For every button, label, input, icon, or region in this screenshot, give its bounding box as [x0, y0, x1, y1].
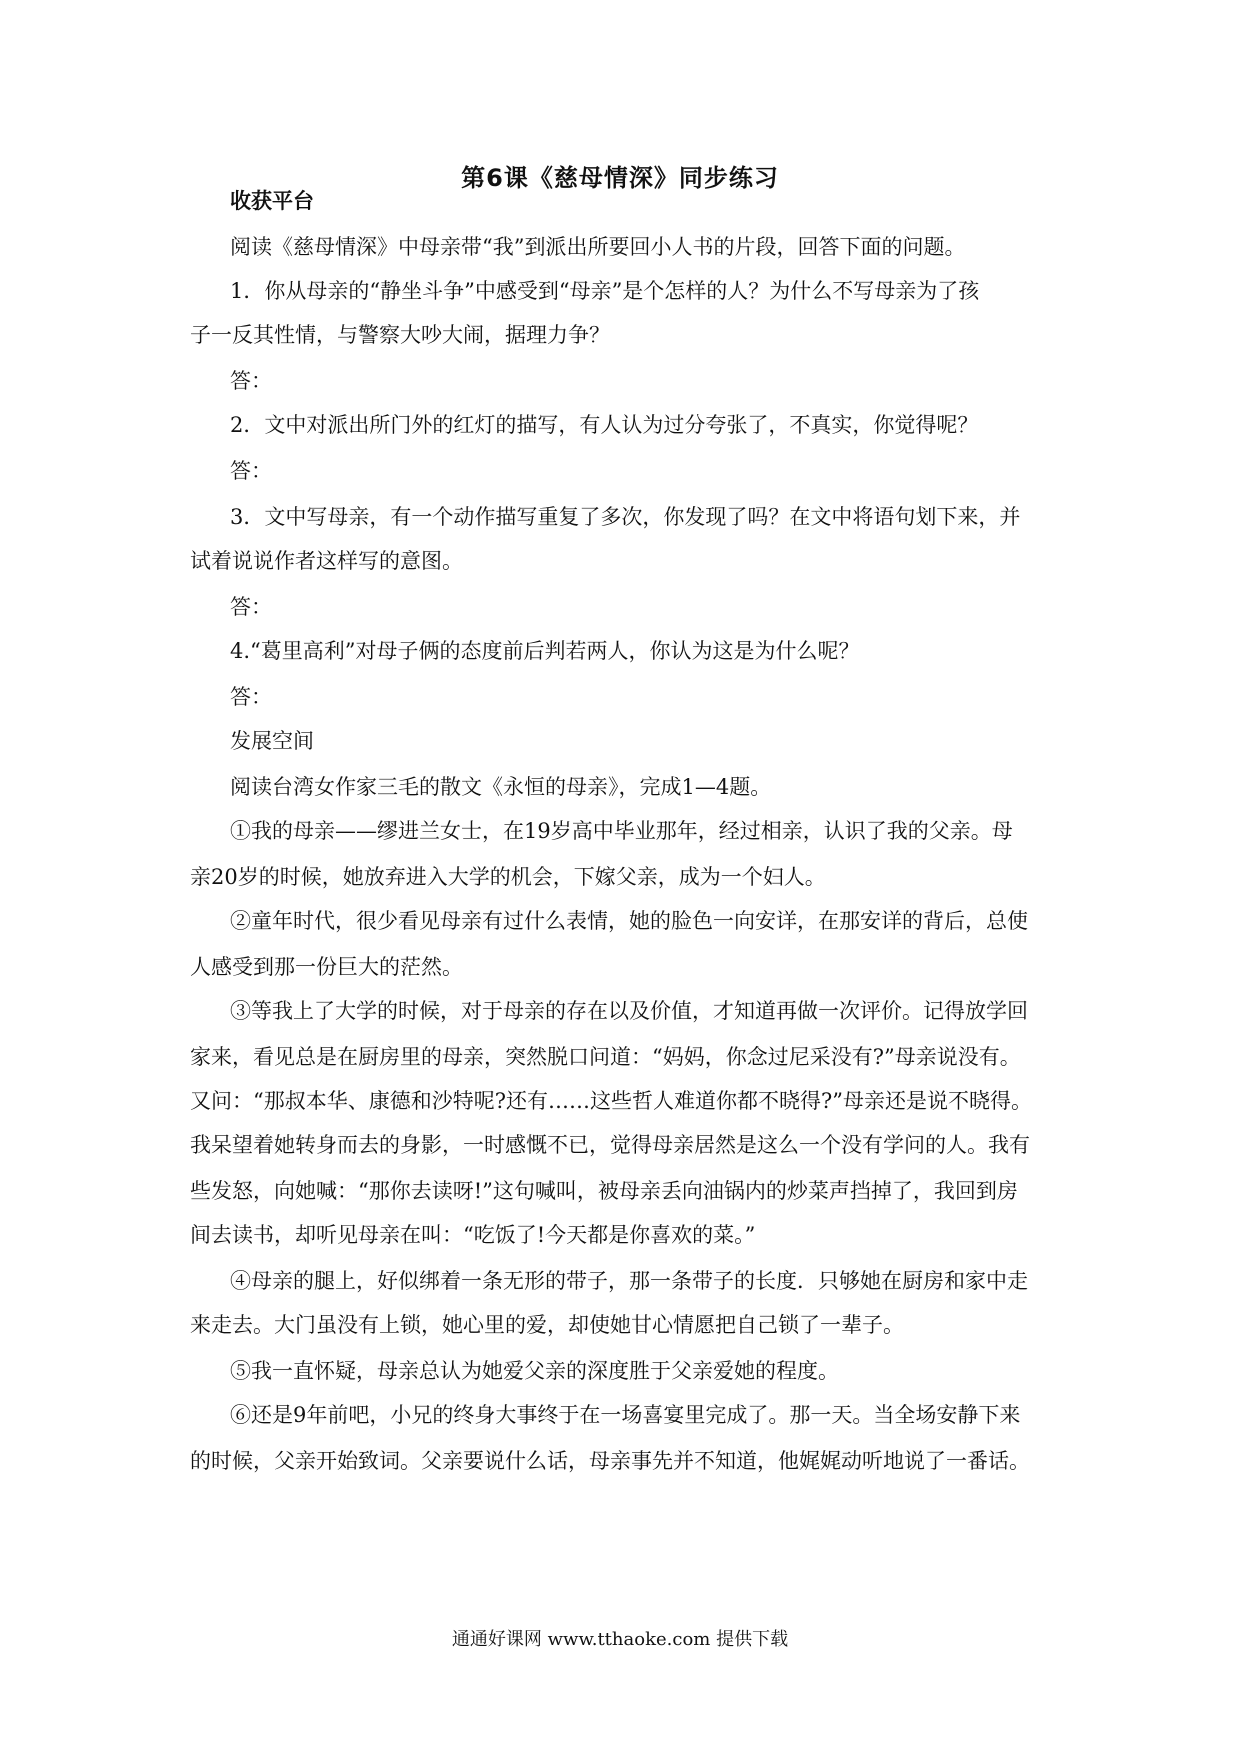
reading-intro: 阅读台湾女作家三毛的散文《永恒的母亲》，完成1—4题。 [230, 775, 772, 799]
question-4: 4.“葛里高利”对母子俩的态度前后判若两人，你认为这是为什么呢？ [230, 639, 860, 663]
passage-para-4-line-1: ④母亲的腿上，好似绑着一条无形的带子，那一条带子的长度．只够她在厨房和家中走 [230, 1269, 1028, 1293]
section-heading-harvest: 收获平台 [230, 189, 314, 213]
question-3-line-2: 试着说说作者这样写的意图。 [190, 549, 463, 573]
intro-paragraph: 阅读《慈母情深》中母亲带“我”到派出所要回小人书的片段，回答下面的问题。 [230, 235, 966, 259]
passage-para-5: ⑤我一直怀疑，母亲总认为她爱父亲的深度胜于父亲爱她的程度。 [230, 1359, 839, 1383]
passage-para-3-line-4: 我呆望着她转身而去的身影，一时感慨不已，觉得母亲居然是这么一个没有学问的人。我有 [190, 1133, 1030, 1157]
passage-para-3-line-2: 家来，看见总是在厨房里的母亲，突然脱口问道：“妈妈，你念过尼采没有?”母亲说没有。 [190, 1045, 1021, 1069]
answer-label-1: 答： [230, 369, 272, 393]
passage-para-1-line-1: ①我的母亲——缪进兰女士，在19岁高中毕业那年，经过相亲，认识了我的父亲。母 [230, 819, 1013, 843]
passage-para-3-line-3: 又问：“那叔本华、康德和沙特呢?还有……这些哲人难道你都不晓得?”母亲还是说不晓得。 [190, 1089, 1032, 1113]
passage-para-2-line-2: 人感受到那一份巨大的茫然。 [190, 955, 463, 979]
question-1-line-2: 子一反其性情，与警察大吵大闹，据理力争？ [190, 323, 610, 347]
question-2: 2．文中对派出所门外的红灯的描写，有人认为过分夸张了，不真实，你觉得呢？ [230, 413, 979, 437]
answer-label-3: 答： [230, 595, 272, 619]
section-heading-development: 发展空间 [230, 729, 314, 753]
answer-label-2: 答： [230, 459, 272, 483]
question-3-line-1: 3．文中写母亲，有一个动作描写重复了多次，你发现了吗？在文中将语句划下来，并 [230, 505, 1021, 529]
passage-para-1-line-2: 亲20岁的时候，她放弃进入大学的机会，下嫁父亲，成为一个妇人。 [190, 865, 826, 889]
passage-para-3-line-5: 些发怒，向她喊：“那你去读呀!”这句喊叫，被母亲丢向油锅内的炒菜声挡掉了，我回到房 [190, 1179, 1018, 1203]
answer-label-4: 答： [230, 685, 272, 709]
question-1-line-1: 1．你从母亲的“静坐斗争”中感受到“母亲”是个怎样的人？为什么不写母亲为了孩 [230, 279, 980, 303]
page-title: 第6课《慈母情深》同步练习 [461, 164, 779, 192]
passage-para-6-line-1: ⑥还是9年前吧，小兄的终身大事终于在一场喜宴里完成了。那一天。当全场安静下来 [230, 1403, 1021, 1427]
passage-para-3-line-6: 间去读书，却听见母亲在叫：“吃饭了!今天都是你喜欢的菜。” [190, 1223, 756, 1247]
passage-para-4-line-2: 来走去。大门虽没有上锁，她心里的爱，却使她甘心情愿把自己锁了一辈子。 [190, 1313, 904, 1337]
page-footer: 通通好课网 www.tthaoke.com 提供下载 [451, 1629, 789, 1650]
passage-para-6-line-2: 的时候，父亲开始致词。父亲要说什么话，母亲事先并不知道，他娓娓动听地说了一番话。 [190, 1449, 1030, 1473]
passage-para-3-line-1: ③等我上了大学的时候，对于母亲的存在以及价值，才知道再做一次评价。记得放学回 [230, 999, 1028, 1023]
passage-para-2-line-1: ②童年时代，很少看见母亲有过什么表情，她的脸色一向安详，在那安详的背后，总使 [230, 909, 1028, 933]
